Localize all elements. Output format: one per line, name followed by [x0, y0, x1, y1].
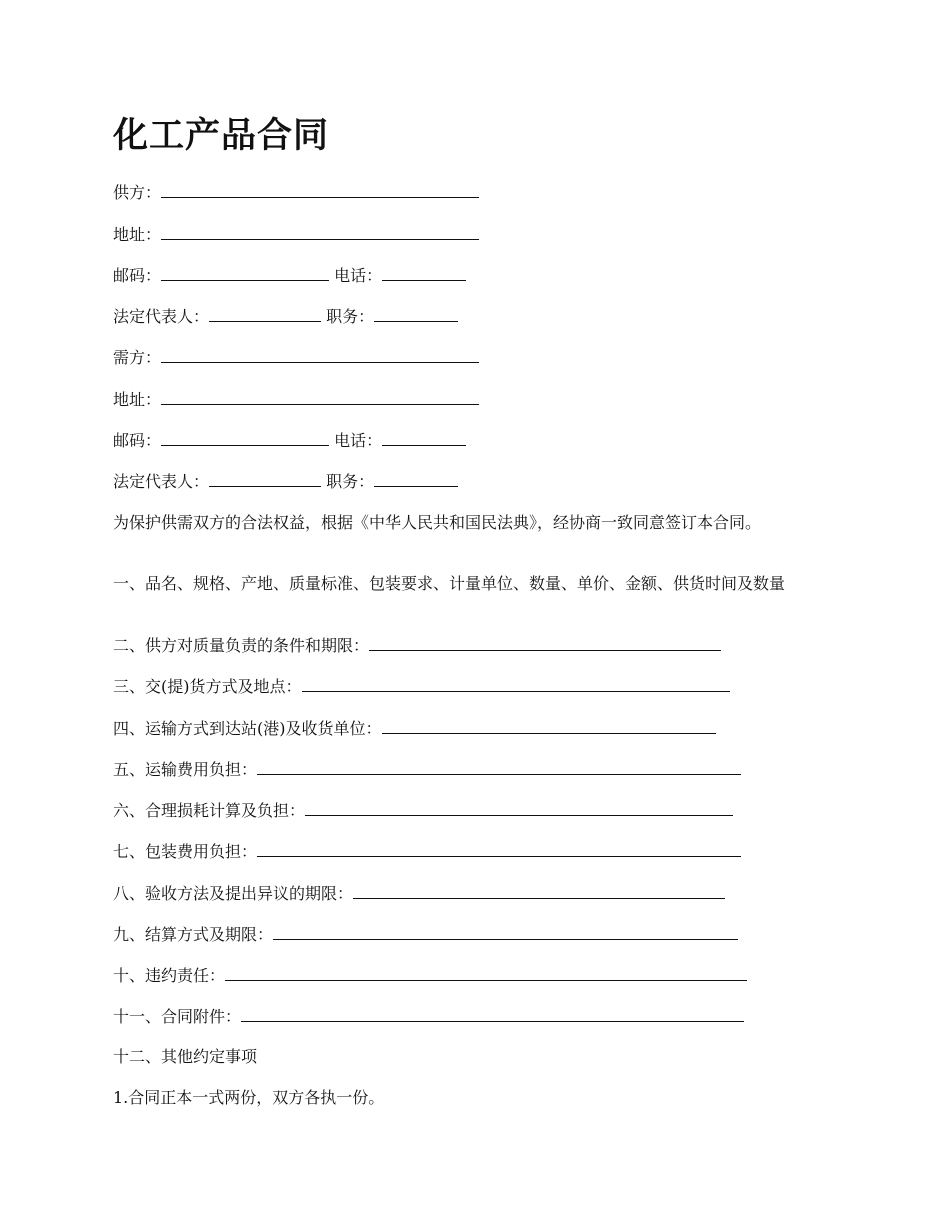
clause-11: 十一、合同附件： — [113, 1007, 242, 1026]
supplier-label: 供方： — [113, 183, 162, 202]
clause-4-line — [113, 717, 716, 740]
buyer-postcode-field[interactable] — [161, 429, 329, 446]
clause-12-item-1: 1.合同正本一式两份，双方各执一份。 — [113, 1088, 385, 1107]
supplier-rep-label: 法定代表人： — [113, 307, 210, 326]
buyer-address-field[interactable] — [161, 388, 479, 405]
supplier-address-label: 地址： — [113, 225, 162, 244]
supplier-name-field[interactable] — [161, 181, 479, 198]
clause-3-line — [113, 675, 730, 698]
buyer-position-field[interactable] — [374, 470, 458, 487]
buyer-phone-label: 电话： — [334, 431, 383, 450]
supplier-position-field[interactable] — [374, 305, 458, 322]
clause-3-field[interactable] — [302, 675, 730, 692]
preamble-paragraph: 为保护供需双方的合法权益，根据《中华人民共和国民法典》，经协商一致同意签订本合同。 — [113, 513, 762, 532]
buyer-address-line — [113, 388, 479, 411]
buyer-rep-field[interactable] — [209, 470, 321, 487]
clause-4-field[interactable] — [382, 717, 716, 734]
clause-10: 十、违约责任： — [113, 966, 226, 985]
clause-5-field[interactable] — [257, 758, 741, 775]
buyer-rep-line — [113, 470, 458, 493]
clause-9-field[interactable] — [273, 923, 738, 940]
buyer-position-label: 职务： — [326, 472, 375, 491]
clause-7-field[interactable] — [257, 840, 741, 857]
clause-6-line — [113, 799, 733, 822]
clause-8-field[interactable] — [353, 882, 725, 899]
supplier-address-line — [113, 223, 479, 246]
clause-8: 八、验收方法及提出异议的期限： — [113, 884, 354, 903]
buyer-rep-label: 法定代表人： — [113, 472, 210, 491]
clause-10-field[interactable] — [225, 964, 747, 981]
clause-3: 三、交(提)货方式及地点： — [113, 677, 302, 696]
supplier-postcode-field[interactable] — [161, 264, 329, 281]
clause-6: 六、合理损耗计算及负担： — [113, 801, 306, 820]
clause-2-line — [113, 634, 721, 657]
supplier-postcode-label: 邮码： — [113, 266, 162, 285]
clause-6-field[interactable] — [305, 799, 733, 816]
supplier-position-label: 职务： — [326, 307, 375, 326]
supplier-phone-label: 电话： — [334, 266, 383, 285]
supplier-rep-field[interactable] — [209, 305, 321, 322]
buyer-name-line — [113, 346, 479, 369]
clause-2: 二、供方对质量负责的条件和期限： — [113, 636, 370, 655]
clause-8-line — [113, 882, 725, 905]
clause-7: 七、包装费用负担： — [113, 842, 258, 861]
clause-2-field[interactable] — [369, 634, 721, 651]
clause-7-line — [113, 840, 741, 863]
buyer-postcode-label: 邮码： — [113, 431, 162, 450]
supplier-contact-line — [113, 264, 466, 287]
supplier-address-field[interactable] — [161, 223, 479, 240]
supplier-rep-line — [113, 305, 458, 328]
buyer-phone-field[interactable] — [382, 429, 466, 446]
buyer-label: 需方： — [113, 348, 162, 367]
clause-12: 十二、其他约定事项 — [113, 1047, 258, 1066]
clause-9-line — [113, 923, 738, 946]
buyer-address-label: 地址： — [113, 390, 162, 409]
clause-4: 四、运输方式到达站(港)及收货单位： — [113, 719, 382, 738]
clause-10-line — [113, 964, 747, 987]
buyer-name-field[interactable] — [161, 346, 479, 363]
clause-5-line — [113, 758, 741, 781]
clause-9: 九、结算方式及期限： — [113, 925, 274, 944]
supplier-name-line — [113, 181, 479, 204]
buyer-contact-line — [113, 429, 466, 452]
supplier-phone-field[interactable] — [382, 264, 466, 281]
clause-11-field[interactable] — [241, 1005, 744, 1022]
clause-1: 一、品名、规格、产地、质量标准、包装要求、计量单位、数量、单价、金额、供货时间及数量 — [113, 574, 786, 593]
clause-5: 五、运输费用负担： — [113, 760, 258, 779]
document-title: 化工产品合同 — [113, 115, 330, 156]
clause-11-line — [113, 1005, 744, 1028]
